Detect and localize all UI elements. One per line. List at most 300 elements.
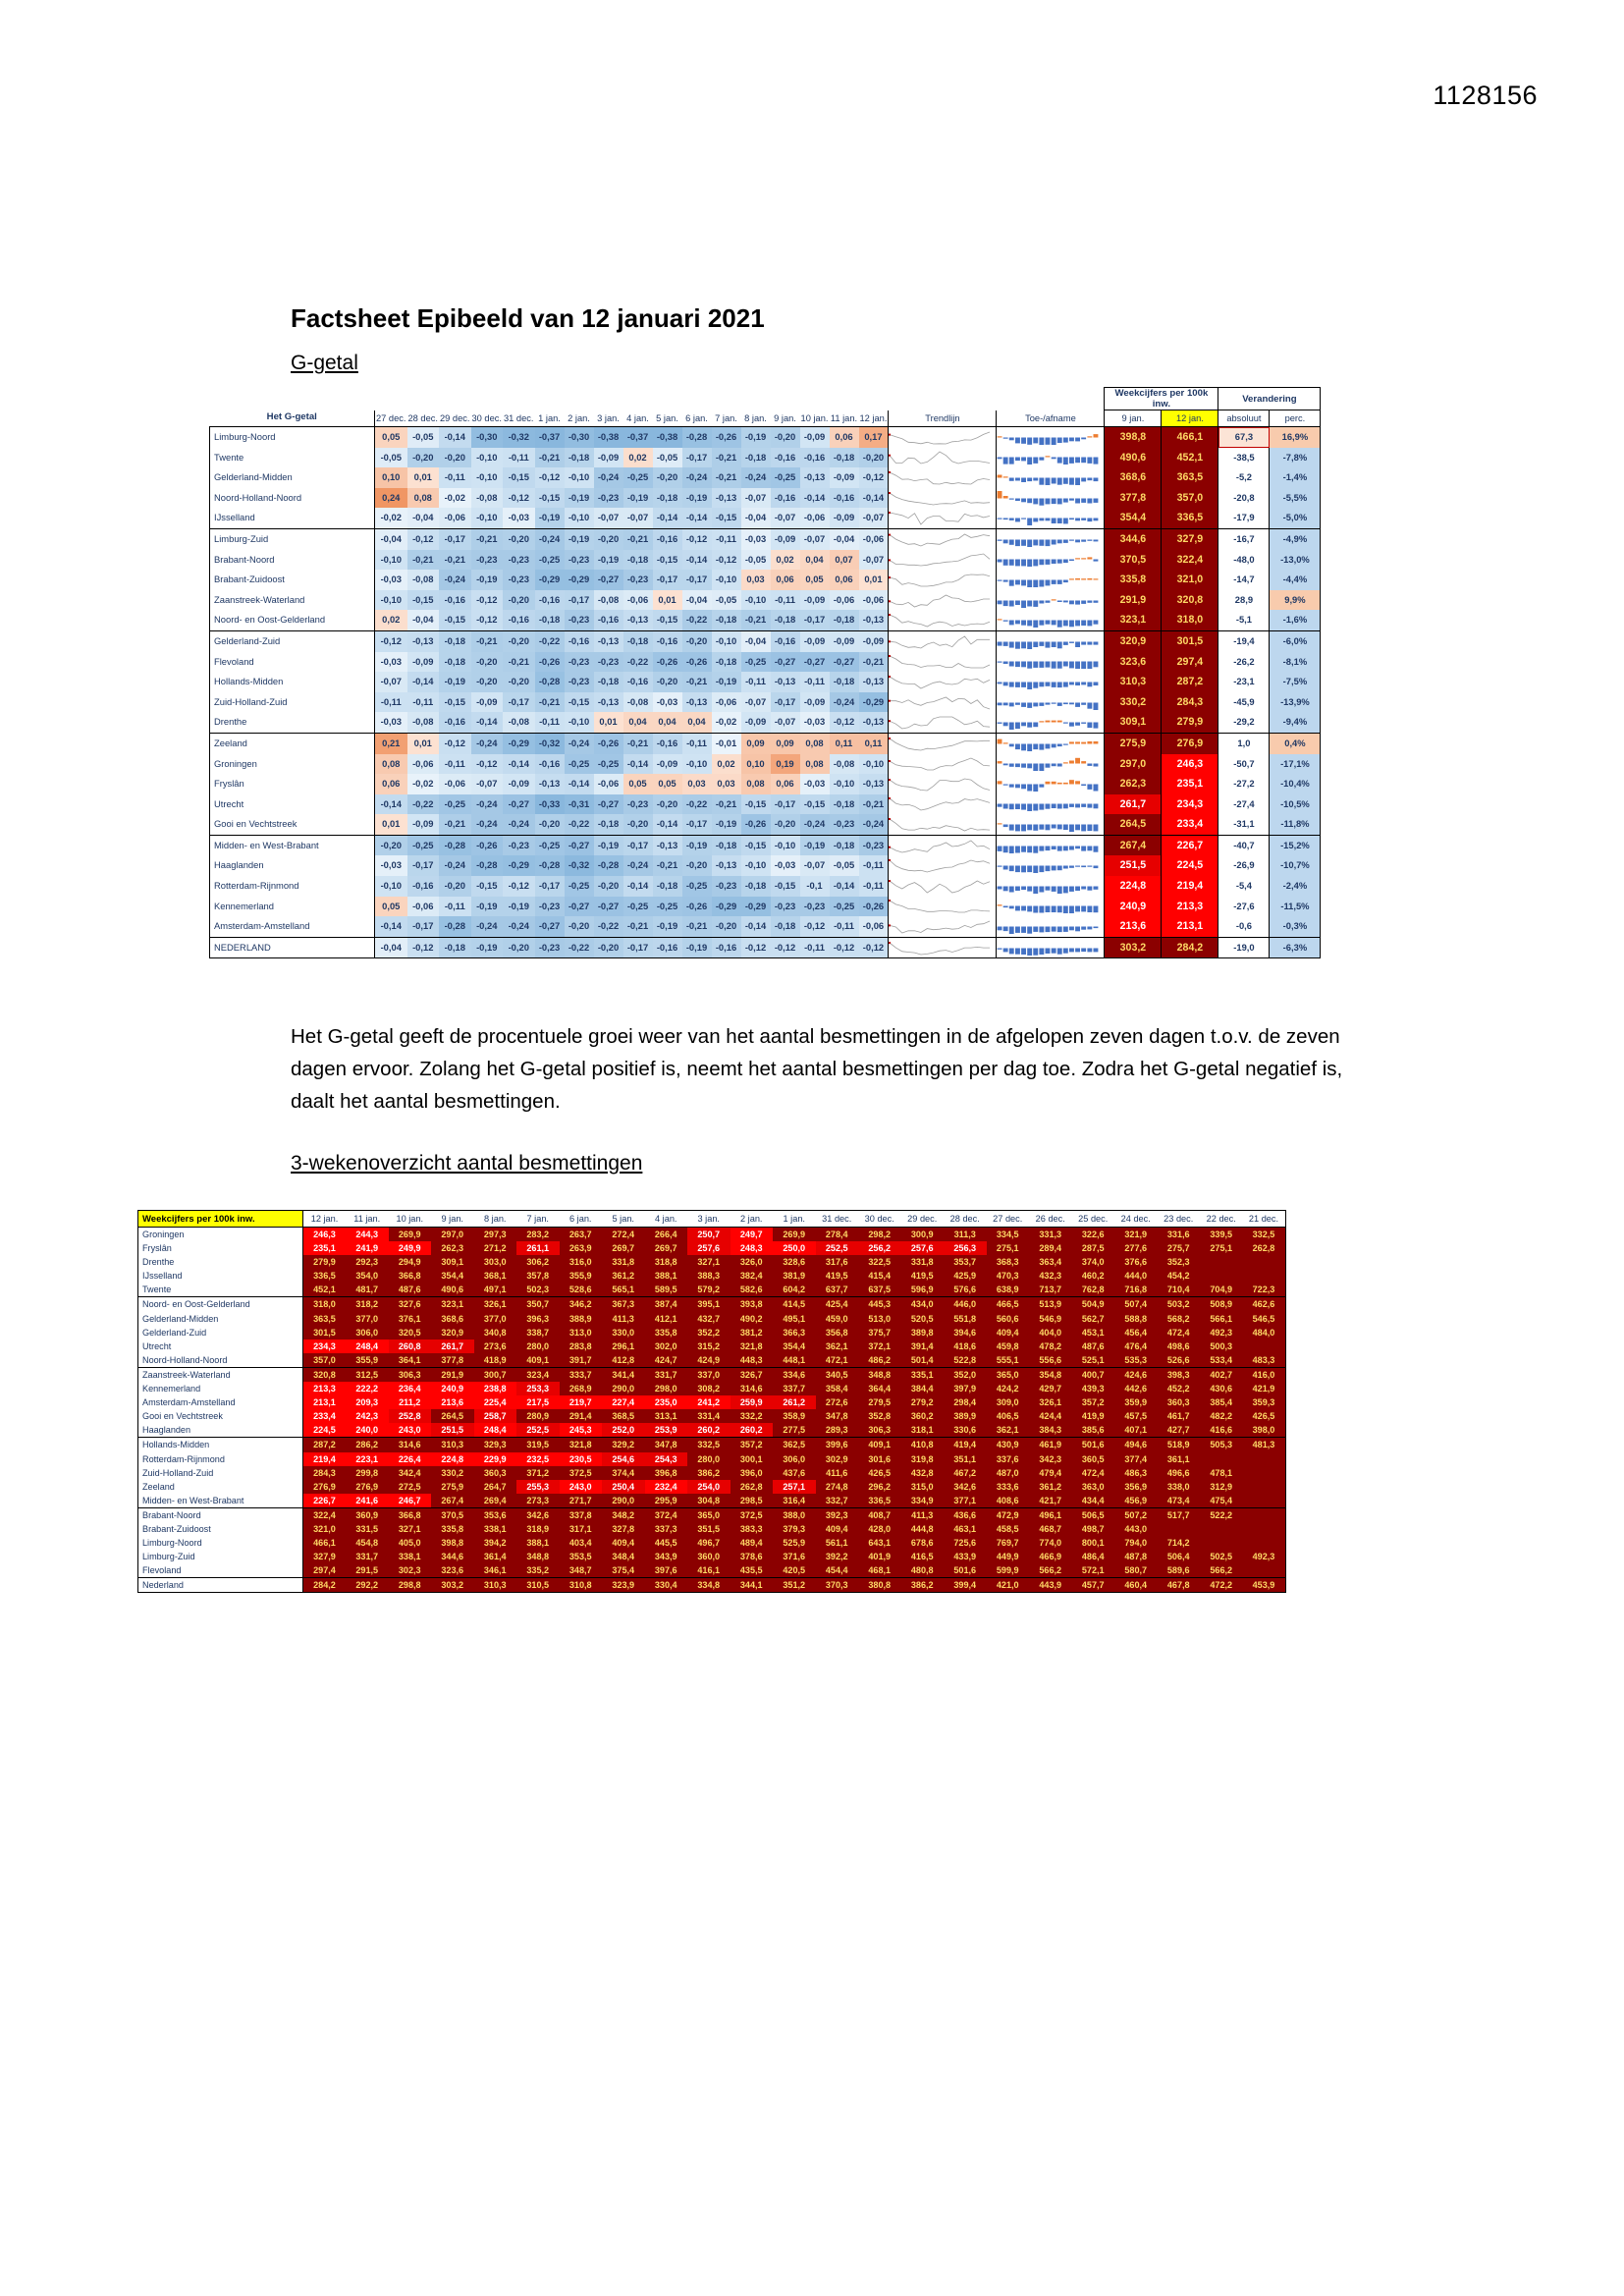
overzicht-value: 414,5 [773,1297,816,1312]
ggetal-value: -0,13 [623,610,653,630]
overzicht-value: 381,2 [731,1326,774,1339]
ggetal-value: -0,26 [682,897,712,917]
ggetal-value: -0,15 [471,876,504,897]
region-label: Limburg-Noord [138,1536,303,1550]
overzicht-value: 416,5 [901,1550,945,1563]
change-bars-sparkline [997,570,1105,590]
overzicht-value: 271,7 [560,1494,603,1508]
overzicht-value: 372,5 [560,1466,603,1480]
ggetal-value: -0,27 [565,897,594,917]
region-label: Haaglanden [210,855,375,876]
overzicht-value: 320,5 [389,1326,432,1339]
overzicht-value: 678,6 [901,1536,945,1550]
trendline-sparkline [889,448,997,468]
ggetal-value: -0,25 [623,897,653,917]
ggetal-value: -0,16 [800,448,830,468]
ggetal-value: -0,20 [594,528,623,549]
ggetal-value: -0,12 [503,488,535,509]
overzicht-value: 486,3 [1114,1466,1158,1480]
overzicht-value: 449,9 [987,1550,1030,1563]
overzicht-value: 368,3 [987,1255,1030,1269]
overzicht-value: 525,1 [1072,1353,1115,1368]
overzicht-value: 321,9 [1114,1228,1158,1242]
ggetal-value: -0,11 [439,467,471,488]
overzicht-value: 300,9 [901,1228,945,1242]
overzicht-value: 278,4 [816,1228,859,1242]
overzicht-value: 402,7 [1200,1367,1243,1382]
ggetal-value: -0,16 [653,733,682,753]
overzicht-value: 443,9 [1029,1578,1072,1593]
ggetal-value: -0,21 [682,672,712,692]
overzicht-value: 372,4 [645,1507,688,1522]
overzicht-value: 316,0 [560,1255,603,1269]
overzicht-value: 346,2 [560,1297,603,1312]
ggetal-value: -0,14 [653,814,682,835]
ggetal-value: -0,16 [594,610,623,630]
table-row [138,1312,1286,1326]
ggetal-value: -0,20 [682,630,712,651]
change-percentage: -5,5% [1270,488,1321,509]
ggetal-value: -0,09 [830,508,859,528]
ggetal-value: -0,22 [565,814,594,835]
ggetal-date-header: 12 jan. [859,410,889,427]
change-percentage: 16,9% [1270,427,1321,448]
overzicht-value: 483,3 [1243,1353,1286,1368]
overzicht-value: 344,6 [431,1550,474,1563]
ggetal-value: -0,10 [682,754,712,775]
overzicht-value: 487,6 [1072,1339,1115,1353]
ggetal-value: -0,24 [594,467,623,488]
overzicht-value: 248,4 [474,1423,517,1438]
overzicht-value: 318,8 [645,1255,688,1269]
overzicht-value: 294,9 [389,1255,432,1269]
change-percentage: -8,1% [1270,652,1321,673]
overzicht-value: 326,1 [1029,1395,1072,1409]
overzicht-value: 503,2 [1158,1297,1201,1312]
overzicht-value: 555,1 [987,1353,1030,1368]
overzicht-value: 356,9 [1114,1480,1158,1494]
ggetal-value: -0,22 [594,916,623,937]
ggetal-value: -0,21 [471,528,504,549]
overzicht-value: 444,8 [901,1522,945,1536]
overzicht-value: 272,5 [389,1480,432,1494]
ggetal-value: -0,21 [712,448,741,468]
table-row [138,1536,1286,1550]
change-percentage: -13,9% [1270,692,1321,713]
table-row [210,733,1321,753]
table-row [210,570,1321,590]
change-absolute: -23,1 [1218,672,1270,692]
ggetal-value: -0,02 [712,712,741,733]
ggetal-value: -0,12 [375,630,407,651]
change-bars-sparkline [997,814,1105,835]
overzicht-value: 421,0 [987,1578,1030,1593]
change-absolute: -5,4 [1218,876,1270,897]
week-figure-12jan: 301,5 [1162,630,1218,651]
overzicht-value: 250,4 [602,1480,645,1494]
trendline-sparkline [889,692,997,713]
overzicht-value: 425,4 [816,1297,859,1312]
region-label: Amsterdam-Amstelland [138,1395,303,1409]
ggetal-value: -0,19 [594,835,623,855]
week-figure-9jan: 370,5 [1105,550,1162,571]
ggetal-value: -0,20 [565,916,594,937]
overzicht-value: 352,0 [944,1367,987,1382]
overzicht-value: 468,7 [1029,1522,1072,1536]
overzicht-value: 256,2 [858,1241,901,1255]
ggetal-value: -0,21 [712,794,741,815]
ggetal-value: -0,24 [503,916,535,937]
overzicht-value: 361,1 [1158,1452,1201,1466]
ggetal-value: -0,18 [653,488,682,509]
overzicht-value: 330,2 [431,1466,474,1480]
overzicht-value: 257,6 [687,1241,731,1255]
overzicht-value: 520,5 [901,1312,945,1326]
ggetal-value: -0,17 [653,570,682,590]
overzicht-value: 299,8 [346,1466,389,1480]
overzicht-value: 312,5 [346,1367,389,1382]
overzicht-value: 375,7 [858,1326,901,1339]
ggetal-value: -0,14 [503,754,535,775]
overzicht-value: 513,9 [1029,1297,1072,1312]
table-row [138,1452,1286,1466]
overzicht-value: 459,0 [816,1312,859,1326]
overzicht-value: 366,3 [773,1326,816,1339]
overzicht-value: 264,7 [474,1480,517,1494]
overzicht-value: 362,5 [773,1438,816,1452]
overzicht-value: 337,8 [560,1507,603,1522]
overzicht-value: 398,3 [1158,1367,1201,1382]
overzicht-value: 234,3 [303,1339,347,1353]
overzicht-value: 327,1 [389,1522,432,1536]
week-figure-12jan: 276,9 [1162,733,1218,753]
week-figure-9jan: 261,7 [1105,794,1162,815]
change-absolute: -20,8 [1218,488,1270,509]
ggetal-value: -0,23 [594,652,623,673]
overzicht-value [1243,1452,1286,1466]
ggetal-value: -0,32 [565,855,594,876]
ggetal-value: 0,01 [407,467,440,488]
change-bars-sparkline [997,794,1105,815]
ggetal-value: -0,04 [407,508,440,528]
overzicht-value: 384,3 [1029,1423,1072,1438]
ggetal-value: -0,25 [565,754,594,775]
overzicht-value: 472,1 [816,1353,859,1368]
change-percentage: -4,9% [1270,528,1321,549]
ggetal-value: 0,05 [375,427,407,448]
overzicht-value: 394,2 [474,1536,517,1550]
ggetal-value: -0,14 [375,794,407,815]
week-figure-9jan: 323,6 [1105,652,1162,673]
table-row [138,1255,1286,1269]
change-subheader: perc. [1270,410,1321,427]
overzicht-value: 326,7 [731,1367,774,1382]
change-percentage: -6,3% [1270,937,1321,958]
ggetal-value: -0,18 [830,672,859,692]
change-bars-sparkline [997,610,1105,630]
ggetal-value: -0,37 [623,427,653,448]
ggetal-value: -0,21 [503,652,535,673]
ggetal-value: 0,03 [712,774,741,794]
overzicht-value: 385,4 [1200,1395,1243,1409]
ggetal-value: -0,10 [375,590,407,611]
ggetal-value: -0,24 [800,814,830,835]
overzicht-value: 383,3 [731,1522,774,1536]
overzicht-value: 507,4 [1114,1297,1158,1312]
ggetal-value: -0,10 [741,590,771,611]
overzicht-value: 252,0 [602,1423,645,1438]
overzicht-value: 267,4 [431,1494,474,1508]
ggetal-value: -0,16 [653,630,682,651]
week-figure-9jan: 291,9 [1105,590,1162,611]
overzicht-value: 466,9 [1029,1550,1072,1563]
overzicht-value: 508,9 [1200,1297,1243,1312]
trendline-sparkline [889,652,997,673]
ggetal-value: -0,10 [741,855,771,876]
overzicht-value: 478,1 [1200,1466,1243,1480]
overzicht-value: 496,7 [687,1536,731,1550]
ggetal-value: -0,03 [375,712,407,733]
ggetal-value: -0,18 [712,835,741,855]
table-row [210,448,1321,468]
ggetal-value: -0,14 [800,488,830,509]
ggetal-value: -0,18 [594,814,623,835]
overzicht-value: 331,4 [687,1409,731,1423]
overzicht-value: 460,4 [1114,1578,1158,1593]
overzicht-value: 800,1 [1072,1536,1115,1550]
overzicht-data-table [137,1210,1286,1593]
overzicht-value: 504,9 [1072,1297,1115,1312]
region-label: Hollands-Midden [138,1438,303,1452]
overzicht-value [1243,1480,1286,1494]
ggetal-value: -0,18 [771,916,800,937]
overzicht-value: 246,7 [389,1494,432,1508]
overzicht-value: 489,4 [731,1536,774,1550]
overzicht-value: 320,9 [431,1326,474,1339]
change-bars-sparkline [997,427,1105,448]
ggetal-value: -0,18 [830,794,859,815]
overzicht-value: 472,2 [1200,1578,1243,1593]
ggetal-value: -0,11 [859,876,889,897]
ggetal-value: -0,25 [741,652,771,673]
ggetal-value: 0,09 [771,733,800,753]
ggetal-value: -0,09 [407,814,440,835]
overzicht-value: 354,0 [346,1269,389,1283]
overzicht-value: 323,4 [516,1367,560,1382]
overzicht-value: 323,6 [431,1563,474,1578]
overzicht-value: 400,7 [1072,1367,1115,1382]
ggetal-value: -0,1 [800,876,830,897]
week-figure-9jan: 490,6 [1105,448,1162,468]
overzicht-value: 476,4 [1114,1339,1158,1353]
overzicht-value: 405,0 [389,1536,432,1550]
ggetal-value: -0,13 [859,672,889,692]
overzicht-value: 425,9 [944,1269,987,1283]
overzicht-value: 452,2 [1158,1382,1201,1395]
ggetal-value: -0,15 [741,794,771,815]
ggetal-value: -0,13 [653,835,682,855]
ggetal-value: 0,05 [623,774,653,794]
ggetal-value: -0,13 [800,467,830,488]
region-label: NEDERLAND [210,937,375,958]
overzicht-value: 316,4 [773,1494,816,1508]
trendline-sparkline [889,712,997,733]
ggetal-value: -0,19 [565,528,594,549]
region-label: Noord-Holland-Noord [210,488,375,509]
overzicht-value: 454,4 [816,1563,859,1578]
ggetal-date-header: 8 jan. [741,410,771,427]
ggetal-value: -0,06 [800,508,830,528]
overzicht-value [1243,1507,1286,1522]
overzicht-value: 269,7 [645,1241,688,1255]
week-figure-12jan: 246,3 [1162,754,1218,775]
region-label: Fryslân [138,1241,303,1255]
overzicht-value: 291,4 [560,1409,603,1423]
overzicht-value: 272,6 [816,1395,859,1409]
overzicht-value: 335,8 [645,1326,688,1339]
ggetal-value: -0,16 [830,488,859,509]
overzicht-value: 492,3 [1200,1326,1243,1339]
overzicht-table [137,1210,1286,1593]
ggetal-value: -0,19 [471,570,504,590]
overzicht-value: 330,6 [944,1423,987,1438]
overzicht-value: 459,8 [987,1339,1030,1353]
ggetal-value: -0,17 [800,610,830,630]
ggetal-value: -0,10 [771,835,800,855]
overzicht-value: 497,1 [474,1283,517,1297]
ggetal-value: -0,12 [407,528,440,549]
ggetal-value: -0,13 [712,488,741,509]
ggetal-value: -0,18 [771,610,800,630]
overzicht-value: 243,0 [560,1480,603,1494]
overzicht-date-header: 22 dec. [1200,1211,1243,1228]
ggetal-value: 0,04 [800,550,830,571]
overzicht-value: 487,8 [1114,1550,1158,1563]
ggetal-value: -0,10 [712,570,741,590]
ggetal-value: -0,07 [859,508,889,528]
overzicht-value: 481,3 [1243,1438,1286,1452]
ggetal-value: -0,24 [471,916,504,937]
overzicht-value [1243,1269,1286,1283]
region-label: Rotterdam-Rijnmond [210,876,375,897]
overzicht-value: 269,7 [602,1241,645,1255]
overzicht-value: 269,9 [773,1228,816,1242]
overzicht-value [1158,1522,1201,1536]
overzicht-value: 710,4 [1158,1283,1201,1297]
overzicht-value: 637,7 [816,1283,859,1297]
change-percentage: -10,4% [1270,774,1321,794]
overzicht-value: 347,8 [645,1438,688,1452]
ggetal-date-header: 4 jan. [623,410,653,427]
ggetal-value: -0,15 [712,508,741,528]
overzicht-value: 353,6 [474,1507,517,1522]
section-heading-ggetal: G-getal [291,352,358,374]
overzicht-value: 397,6 [645,1563,688,1578]
region-label: Amsterdam-Amstelland [210,916,375,937]
change-absolute: -27,6 [1218,897,1270,917]
overzicht-value: 357,2 [731,1438,774,1452]
overzicht-value [1243,1536,1286,1550]
ggetal-value: -0,10 [375,550,407,571]
overzicht-value [1200,1452,1243,1466]
overzicht-value: 496,6 [1158,1466,1201,1480]
table-group-header-row [210,388,1321,410]
ggetal-value: -0,05 [407,427,440,448]
overzicht-value: 331,3 [1029,1228,1072,1242]
table-row [138,1438,1286,1452]
overzicht-value: 253,9 [645,1423,688,1438]
ggetal-value: -0,18 [741,876,771,897]
overzicht-value: 217,5 [516,1395,560,1409]
ggetal-value: -0,16 [712,937,741,958]
ggetal-value: -0,17 [623,835,653,855]
ggetal-value: -0,28 [471,855,504,876]
ggetal-date-header: 29 dec. [439,410,471,427]
ggetal-value: -0,16 [771,630,800,651]
ggetal-value: -0,02 [439,488,471,509]
ggetal-value: 0,04 [623,712,653,733]
overzicht-value: 252,5 [816,1241,859,1255]
table-row [138,1395,1286,1409]
overzicht-value: 310,3 [431,1438,474,1452]
table-row [138,1269,1286,1283]
overzicht-value: 276,9 [346,1480,389,1494]
overzicht-value: 444,0 [1114,1269,1158,1283]
region-label: Flevoland [138,1563,303,1578]
change-percentage: -0,3% [1270,916,1321,937]
ggetal-value: -0,21 [741,610,771,630]
ggetal-value: -0,21 [859,794,889,815]
overzicht-value: 408,6 [987,1494,1030,1508]
ggetal-value: -0,07 [741,692,771,713]
overzicht-value: 302,3 [389,1563,432,1578]
change-bars-sparkline [997,712,1105,733]
trendline-sparkline [889,916,997,937]
ggetal-value: -0,24 [439,855,471,876]
overzicht-value: 576,6 [944,1283,987,1297]
ggetal-value: -0,08 [471,488,504,509]
change-percentage: -1,6% [1270,610,1321,630]
table-row [138,1423,1286,1438]
table-row [138,1480,1286,1494]
week-figure-12jan: 287,2 [1162,672,1218,692]
ggetal-value: -0,18 [623,630,653,651]
ggetal-value: -0,16 [771,448,800,468]
ggetal-value: 0,01 [407,733,440,753]
overzicht-value: 229,9 [474,1452,517,1466]
overzicht-value: 604,2 [773,1283,816,1297]
overzicht-value: 375,4 [602,1563,645,1578]
overzicht-value: 298,0 [645,1382,688,1395]
overzicht-value: 335,2 [516,1563,560,1578]
ggetal-value: -0,04 [830,528,859,549]
ggetal-value: -0,18 [594,672,623,692]
ggetal-value: -0,15 [503,467,535,488]
overzicht-value: 470,3 [987,1269,1030,1283]
week-figure-12jan: 336,5 [1162,508,1218,528]
week-figure-9jan: 320,9 [1105,630,1162,651]
ggetal-value: -0,15 [771,876,800,897]
week-figure-9jan: 368,6 [1105,467,1162,488]
overzicht-value: 371,6 [773,1550,816,1563]
trendline-sparkline [889,610,997,630]
region-label: Brabant-Noord [210,550,375,571]
ggetal-date-header: 2 jan. [565,410,594,427]
overzicht-value: 580,7 [1114,1563,1158,1578]
ggetal-value: 0,02 [771,550,800,571]
change-percentage: -2,4% [1270,876,1321,897]
ggetal-value: -0,11 [800,937,830,958]
